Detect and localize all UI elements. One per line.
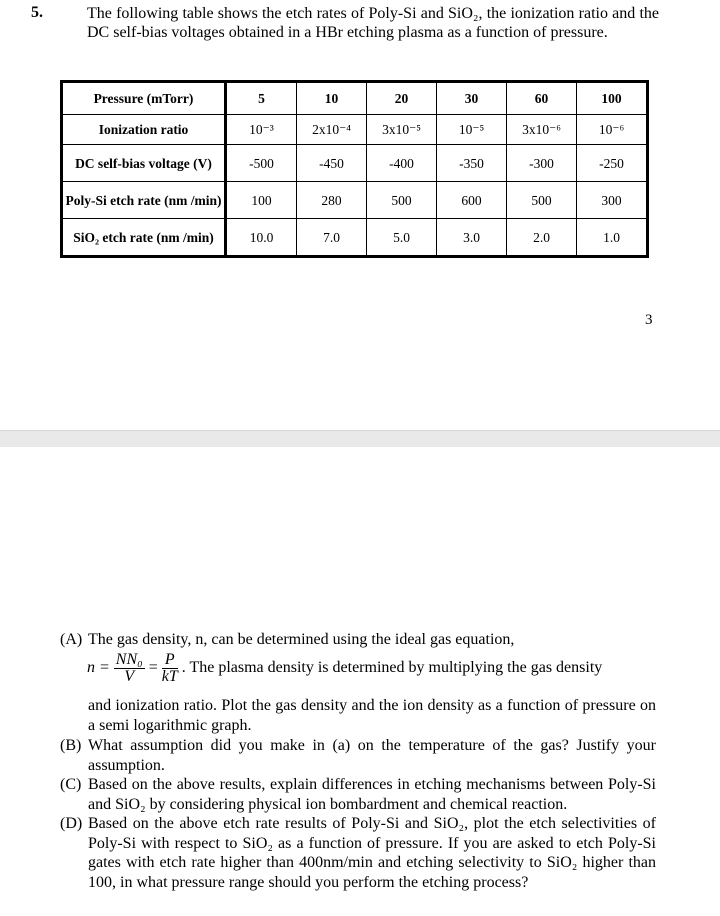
table-cell: 280: [297, 182, 367, 219]
table-cell: -350: [437, 145, 507, 182]
table-cell: -400: [367, 145, 437, 182]
table-cell: 10⁻³: [226, 115, 297, 145]
eq-fraction-2: $\frac{P}{kT}$: [161, 651, 178, 685]
table-cell: 3x10⁻⁵: [367, 115, 437, 145]
table-row-label: SiO₂ etch rate (nm /min): [62, 219, 226, 257]
table-row-label: DC self-bias voltage (V): [62, 145, 226, 182]
table-cell: 600: [437, 182, 507, 219]
table-cell: 20: [367, 82, 437, 115]
table-row-label: Ionization ratio: [62, 115, 226, 145]
table-cell: 30: [437, 82, 507, 115]
eq-lhs: n =: [87, 659, 110, 677]
part-b: [60, 736, 656, 775]
table-cell: 2.0: [507, 219, 577, 257]
table-cell: 1.0: [577, 219, 648, 257]
table-cell: -300: [507, 145, 577, 182]
table-cell: 5.0: [367, 219, 437, 257]
table-cell: 3.0: [437, 219, 507, 257]
part-d: [60, 814, 656, 892]
table-cell: 5: [226, 82, 297, 115]
part-a-rest: and ionization ratio. Plot the gas density and the ion density as a function of pressure on a semi logarithmic graph.: [88, 697, 656, 734]
table-cell: 500: [367, 182, 437, 219]
part-a-line1: The gas density, n, can be determined using the ideal gas equation,: [88, 631, 515, 648]
table-cell: 60: [507, 82, 577, 115]
eq-fraction-1: $\frac{\text{NN₀}}{V}$: [115, 651, 143, 685]
question-text: The following table shows the etch rates of Poly-Si and SiO₂, the ionization ratio and the DC self-bias voltages obtained in a HBr etching plasma as a function of pressure.: [87, 5, 659, 41]
question-number: 5.: [31, 4, 43, 21]
table-cell: 2x10⁻⁴: [297, 115, 367, 145]
table-cell: 100: [226, 182, 297, 219]
part-a: [60, 630, 656, 650]
data-table: [60, 80, 649, 258]
table-cell: 10.0: [226, 219, 297, 257]
eq-equals: =: [148, 659, 158, 677]
table-row: [62, 182, 648, 219]
part-c-label: (C): [60, 776, 82, 793]
page-separator: [0, 430, 720, 448]
table-row: [62, 115, 648, 145]
table-cell: 100: [577, 82, 648, 115]
table-row-label: Poly-Si etch rate (nm /min): [62, 182, 226, 219]
table-row: [62, 219, 648, 257]
table-cell: 500: [507, 182, 577, 219]
part-d-text: Based on the above etch rate results of Poly-Si and SiO₂, plot the etch selectivities of Poly-Si with respect to SiO₂ as a function of pressure. If you are asked to etch Poly-Si gates with etch rate higher than 400nm/min and etching selectivity to SiO₂ higher than 100, in what pressure range should you perform the etching process?: [88, 815, 656, 891]
table-cell: 10⁻⁶: [577, 115, 648, 145]
ideal-gas-equation: [87, 652, 602, 685]
table-row-label: Pressure (mTorr): [62, 82, 226, 115]
table-row: [62, 145, 648, 182]
table-cell: 7.0: [297, 219, 367, 257]
part-a-label: (A): [60, 631, 83, 648]
part-c: [60, 775, 656, 814]
eq-tail: . The plasma density is determined by multiplying the gas density: [181, 659, 603, 677]
part-b-text: What assumption did you make in (a) on the temperature of the gas? Justify your assumption.: [88, 737, 656, 774]
table-cell: -500: [226, 145, 297, 182]
table-cell: 10⁻⁵: [437, 115, 507, 145]
page-number: 3: [645, 312, 653, 328]
table-cell: 10: [297, 82, 367, 115]
table-cell: -250: [577, 145, 648, 182]
table-cell: -450: [297, 145, 367, 182]
part-d-label: (D): [60, 815, 83, 832]
part-c-text: Based on the above results, explain differences in etching mechanisms between Poly-Si and SiO₂ by considering physical ion bombardment and chemical reaction.: [88, 776, 656, 813]
table-cell: 3x10⁻⁶: [507, 115, 577, 145]
table-header-row: [62, 82, 648, 115]
part-b-label: (B): [60, 737, 82, 754]
document-page-1: [0, 0, 720, 430]
table-cell: 300: [577, 182, 648, 219]
